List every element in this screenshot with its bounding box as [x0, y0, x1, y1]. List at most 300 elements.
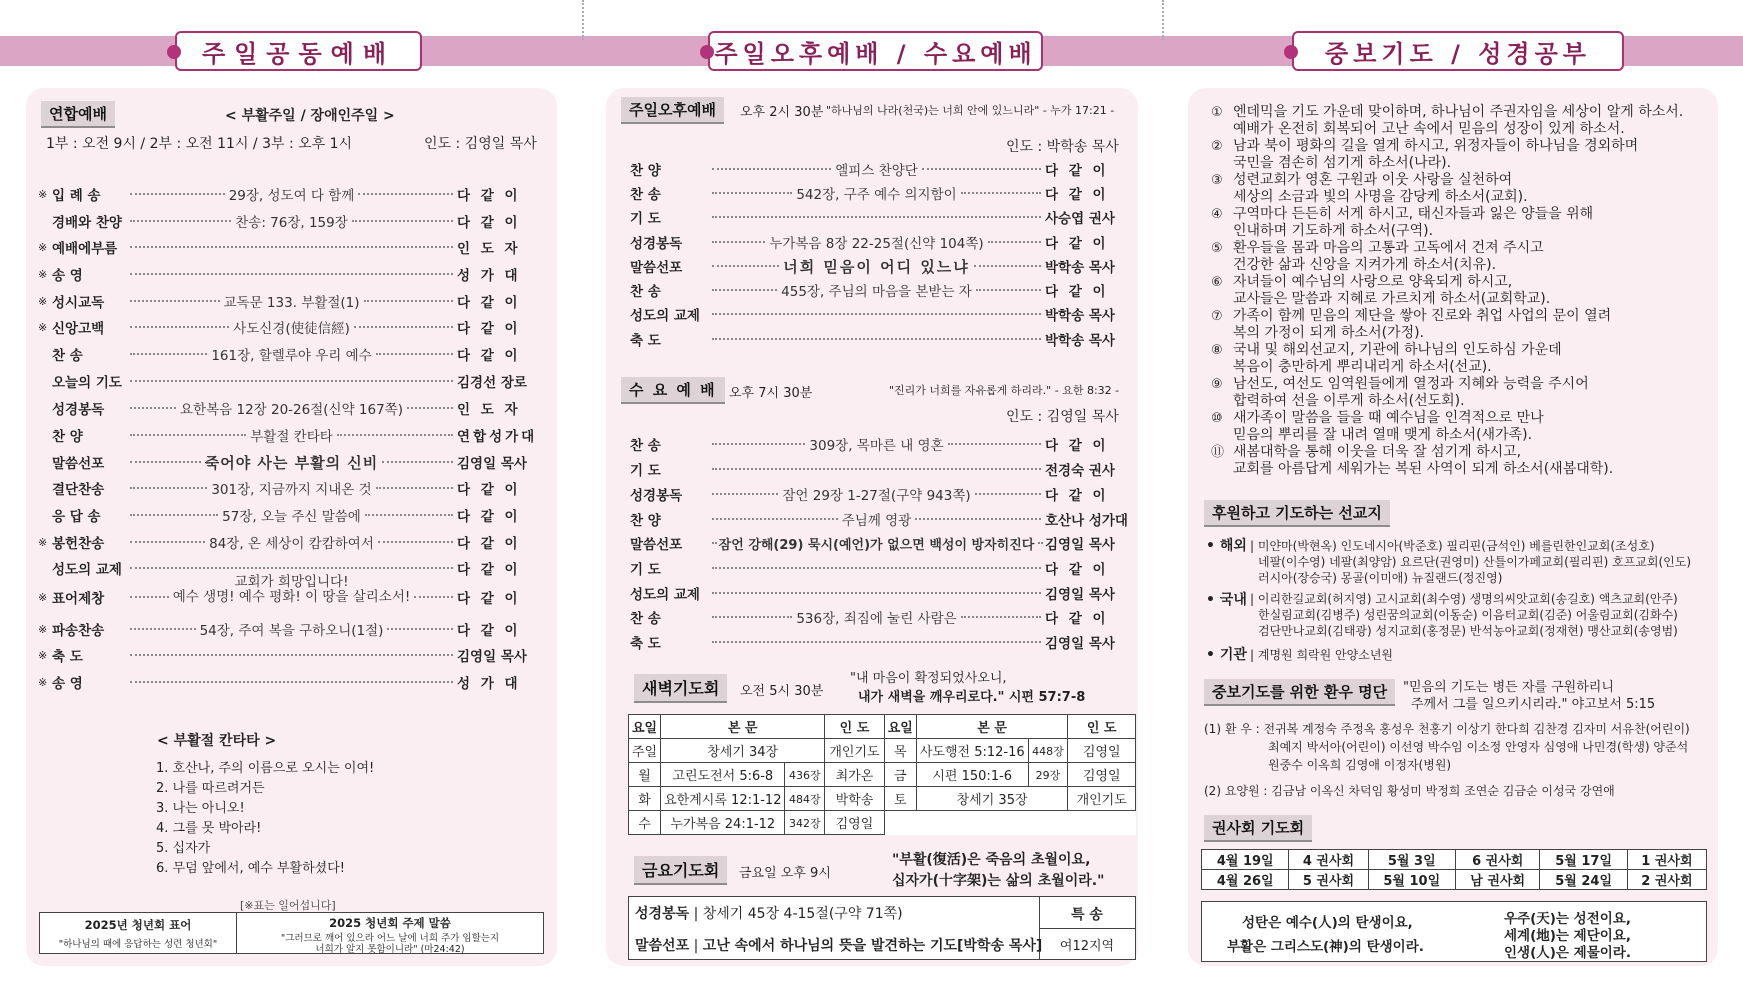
table-row: [629, 763, 1136, 787]
order-leader: 김영일 목사: [1045, 636, 1115, 652]
order-leader: 다 같 이: [1045, 611, 1109, 627]
sunday-times: 1부 : 오전 9시 / 2부 : 오전 11시 / 3부 : 오후 1시: [46, 136, 353, 152]
table-cell: 5월 3일: [1368, 850, 1455, 870]
motto-title: 2025년 청년회 표어: [84, 918, 192, 932]
leader-dots: [975, 493, 1041, 495]
prayer-item: [1211, 104, 1711, 138]
order-row: [38, 212, 543, 230]
stand-mark: ※: [38, 622, 48, 636]
prayer-item: [1211, 138, 1711, 172]
prayer-number: ⑩: [1211, 411, 1223, 426]
stand-mark: ※: [38, 267, 48, 281]
wednesday-tag: 수 요 예 배: [621, 377, 725, 404]
section-header-sunday: 주일공동예배: [175, 31, 422, 71]
order-name: 파송찬송: [52, 623, 105, 639]
order-leader: 다 같 이: [457, 509, 521, 525]
order-row: [38, 265, 543, 283]
order-name: 성경봉독: [630, 236, 683, 252]
leader-dots: [712, 518, 838, 520]
leader-dots: [922, 168, 1041, 170]
leader-dots: [382, 461, 453, 463]
leader-dots: [712, 592, 1041, 594]
prayer-line: 교사들은 말씀과 지혜로 가르치게 하소서(교회학교).: [1233, 291, 1551, 307]
order-row: [630, 485, 1133, 503]
order-row: [630, 559, 1133, 577]
overseas-label: • 해외: [1206, 538, 1247, 554]
order-leader: 다 같 이: [1045, 488, 1109, 504]
order-row: [38, 533, 543, 551]
order-row: [630, 305, 1133, 323]
order-name: 응 답 송: [52, 509, 101, 525]
table-row: [1202, 870, 1707, 890]
table-cell: 2 권사회: [1627, 870, 1706, 890]
order-row: [38, 620, 543, 638]
table-cell: 4 권사회: [1289, 850, 1368, 870]
order-name: 찬 송: [630, 284, 661, 300]
prayer-line: 복의 가정이 되게 하소서(가정).: [1233, 325, 1425, 341]
table-cell: 주일: [629, 739, 661, 763]
section-header-prayer: 중보기도 / 성경공부: [1292, 31, 1624, 71]
mission-line: 검단만나교회(김태광) 성지교회(홍정문) 반석농아교회(정재현) 맹산교회(송영범): [1258, 624, 1678, 638]
order-leader: 김영일 목사: [457, 456, 527, 472]
order-name: 오늘의 기도: [52, 375, 122, 391]
leader-dots: [130, 326, 229, 328]
prayer-number: ①: [1211, 105, 1223, 120]
order-name: 경배와 찬양: [52, 215, 122, 231]
order-content: 84장, 온 세상이 캄캄하여서: [209, 536, 374, 552]
order-content: 교독문 133. 부활절(1): [223, 295, 360, 311]
order-row: [630, 160, 1133, 178]
order-leader: 전경숙 권사: [1045, 463, 1115, 479]
order-row: [630, 281, 1133, 299]
order-leader: 성 가 대: [457, 676, 521, 692]
stand-mark: ※: [38, 590, 48, 604]
table-header: 인 도: [1068, 715, 1136, 739]
prayer-number: ③: [1211, 173, 1223, 188]
motto-text: "하나님의 때에 응답하는 성련 청년회": [58, 939, 218, 950]
order-row: [38, 673, 543, 691]
friday-row-label: 말씀선포: [635, 938, 690, 954]
order-content: 사도신경(使徒信經): [233, 321, 350, 337]
prayer-line: 새가족이 말씀을 들을 때 예수님을 인격적으로 만나: [1233, 410, 1544, 426]
closing-line: 성탄은 예수(人)의 탄생이요,: [1242, 915, 1413, 931]
order-row: [38, 506, 543, 524]
leader-dots: [712, 265, 779, 267]
order-name: 송 영: [52, 268, 83, 284]
leader-dots: [712, 468, 1041, 470]
prayer-number: ⑪: [1211, 445, 1225, 460]
order-leader: 다 같 이: [1045, 284, 1109, 300]
order-name: 찬 송: [630, 438, 661, 454]
order-leader: 김경선 장로: [457, 375, 527, 391]
mission-line: 러시아(장승국) 몽골(이미애) 뉴질랜드(정진영): [1258, 571, 1503, 585]
table-cell: 시편 150:1-6: [916, 763, 1028, 787]
prayer-item: [1211, 342, 1711, 376]
leader-dots: [976, 289, 1041, 291]
leader-dots: [712, 443, 805, 445]
leader-dots: [961, 192, 1041, 194]
leader-dots: [354, 326, 453, 328]
order-row: [38, 399, 543, 417]
order-leader: 박학송 목사: [1045, 308, 1115, 324]
leader-dots: [130, 654, 453, 656]
table-cell: 최가온: [825, 763, 884, 787]
divider: [1162, 0, 1164, 40]
order-name: 말씀선포: [52, 456, 105, 472]
table-cell: 29장: [1028, 763, 1068, 787]
order-row: [38, 426, 543, 444]
prayer-line: 성련교회가 영혼 구원과 이웃 사랑을 실천하여: [1233, 172, 1513, 188]
order-leader: 연합성가대: [457, 429, 538, 445]
prayer-number: ④: [1211, 207, 1223, 222]
order-content: 잠언 강해(29) 묵시(예언)가 없으면 백성이 방자히진다: [718, 537, 1035, 553]
order-leader: 호산나 성가대: [1045, 513, 1128, 529]
closing-line: 우주(天)는 성전이요,: [1504, 911, 1631, 927]
order-leader: 다 같 이: [1045, 236, 1109, 252]
order-row: [630, 233, 1133, 251]
leader-dots: [712, 567, 1041, 569]
order-row: [630, 208, 1133, 226]
youth-box: [39, 912, 544, 954]
order-leader: 성 가 대: [457, 268, 521, 284]
leader-dots: [974, 265, 1041, 267]
order-leader: 다 같 이: [457, 295, 521, 311]
table-cell: 4월 26일: [1202, 870, 1289, 890]
order-name: 성경봉독: [630, 488, 683, 504]
table-cell: [884, 811, 1135, 835]
prayer-item: [1211, 308, 1711, 342]
order-leader: 다 같 이: [1045, 562, 1109, 578]
leader-dots: [130, 300, 220, 302]
order-leader: 다 같 이: [457, 623, 521, 639]
order-name: 입 례 송: [52, 188, 101, 204]
bullet-dot-icon: [700, 45, 714, 59]
dawn-tag: 새벽기도회: [634, 674, 727, 703]
leader-dots: [915, 518, 1041, 520]
closing-box: [1201, 901, 1707, 962]
afternoon-verse: "하나님의 나라(천국)는 너희 안에 있느니라" - 누가 17:21 -: [826, 104, 1115, 117]
table-row: [1202, 850, 1707, 870]
prayer-line: 남선도, 여선도 임역원들에게 열정과 지혜와 능력을 주시어: [1233, 376, 1589, 392]
order-content: 엘피스 찬양단: [835, 163, 918, 179]
prayer-number: ⑤: [1211, 241, 1223, 256]
verse-text: "그러므로 깨어 있으라 어느 날에 너희 주가 임할는지: [280, 933, 500, 944]
order-name: 찬 양: [52, 429, 83, 445]
order-leader: 다 같 이: [1045, 438, 1109, 454]
friday-verse: 십자가(十字架)는 삶의 초월이라.": [892, 873, 1105, 889]
order-row: [630, 534, 1133, 552]
leader-dots: [130, 461, 201, 463]
leader-dots: [712, 313, 1041, 315]
stand-mark: ※: [38, 675, 48, 689]
table-cell: 1 권사회: [1627, 850, 1706, 870]
leader-dots: [130, 407, 176, 409]
order-name: 찬 양: [630, 513, 661, 529]
order-row: [38, 292, 543, 310]
order-row: [630, 435, 1133, 453]
leader-dots: [130, 353, 207, 355]
prayer-list: [1211, 104, 1711, 478]
divider: [582, 0, 584, 40]
table-cell: 남 권사회: [1455, 870, 1539, 890]
sick-verse: 주께서 그를 일으키시리라." 야고보서 5:15: [1411, 697, 1656, 712]
table-cell: 박학송: [825, 787, 884, 811]
divider: |: [693, 906, 703, 922]
stand-mark: ※: [38, 187, 48, 201]
order-content: 57장, 오늘 주신 말씀에: [222, 509, 361, 525]
order-name: 말씀선포: [630, 260, 683, 276]
order-name: 결단찬송: [52, 482, 105, 498]
stand-mark: ※: [38, 648, 48, 662]
sick-line: (1) 환 우 : 전귀복 계정숙 주정옥 홍성우 천홍기 이상기 한다희 김찬경 김자미 서유찬(어린이): [1204, 722, 1690, 736]
table-header: 본 문: [661, 715, 825, 739]
order-content: 309장, 목마른 내 영혼: [809, 438, 944, 454]
table-cell: 창세기 35장: [916, 787, 1068, 811]
afternoon-tag: 주일오후예배: [621, 97, 724, 124]
order-name: 성도의 교제: [630, 587, 700, 603]
leader-dots: [712, 216, 1041, 218]
order-content: 54장, 주여 복을 구하오니(1절): [199, 623, 384, 639]
prayer-line: 환우들을 몸과 마음의 고통과 고독에서 건져 주시고: [1233, 240, 1544, 256]
table-cell: 5월 24일: [1540, 870, 1627, 890]
leader-dots: [130, 541, 205, 543]
prayer-line: 구역마다 든든히 서게 하시고, 태신자들과 잃은 양들을 위해: [1233, 206, 1594, 222]
order-name: 송 영: [52, 676, 83, 692]
table-cell: 342장: [785, 811, 825, 835]
order-content: [173, 575, 411, 605]
prayer-line: 엔데믹을 기도 가운데 맞이하며, 하나님이 주권자임을 세상이 알게 하소서.: [1233, 104, 1684, 120]
order-leader: 인 도 자: [457, 241, 521, 257]
table-cell: 목: [884, 739, 916, 763]
mission-line: | 계명원 희락원 안양소년원: [1250, 648, 1393, 662]
leader-dots: [130, 628, 196, 630]
leader-dots: [365, 514, 453, 516]
closing-line: 부활은 그리스도(神)의 탄생이라.: [1227, 939, 1424, 955]
sick-line: (2) 요양원 : 김금남 이옥신 차덕임 황성미 박정희 조연순 김금순 이성국 강연애: [1204, 784, 1615, 798]
bullet-dot-icon: [1284, 45, 1298, 59]
table-row: [629, 739, 1136, 763]
prayer-line: 교회를 아름답게 세워가는 복된 사역이 되게 하소서(새봄대학).: [1233, 461, 1614, 477]
prayer-line: 가족이 함께 믿음의 제단을 쌓아 진로와 취업 사업의 문이 열려: [1233, 308, 1612, 324]
prayer-line: 믿음의 뿌리를 잘 내려 열매 맺게 하소서(새가족).: [1233, 427, 1533, 443]
wednesday-time: 오후 7시 30분: [729, 386, 813, 401]
order-name: 성도의 교제: [52, 562, 122, 578]
leader-dots: [961, 616, 1041, 618]
order-content: 주님께 영광: [841, 513, 912, 529]
verse-text: 너희가 알지 못함이니라" (마24:42): [315, 944, 465, 955]
leader-dots: [130, 567, 453, 569]
closing-line: 세계(地)는 제단이요,: [1504, 928, 1631, 944]
table-cell: 금: [884, 763, 916, 787]
cantata-item: 5. 십자가: [156, 841, 211, 856]
table-header: 요일: [884, 715, 916, 739]
order-row: [38, 318, 543, 336]
deaconess-tag: 권사회 기도회: [1204, 815, 1312, 842]
order-leader: 김영일 목사: [457, 649, 527, 665]
dawn-verse: 내가 새벽을 깨우리로다." 시편 57:7-8: [858, 690, 1086, 705]
leader-dots: [376, 353, 453, 355]
order-leader: 다 같 이: [457, 321, 521, 337]
mission-line: 네팔(이수영) 네팔(최양암) 요르단(권영미) 산틀이가페교회(필리핀) 호프교회(인도): [1258, 555, 1692, 569]
table-cell: 사도행전 5:12-16: [916, 739, 1028, 763]
table-cell: 화: [629, 787, 661, 811]
order-leader: 다 같 이: [1045, 187, 1109, 203]
prayer-line: 새봄대학을 통해 이웃을 더욱 잘 섬기게 하시고,: [1233, 444, 1522, 460]
leader-dots: [712, 192, 792, 194]
table-cell: 누가복음 24:1-12: [661, 811, 785, 835]
leader-dots: [712, 542, 715, 544]
table-cell: 5 권사회: [1289, 870, 1368, 890]
order-row: [38, 574, 543, 607]
mission-line: | 미얀마(박현옥) 인도네시아(박준호) 필리핀(금석인) 베를린한인교회(조성호): [1250, 539, 1655, 553]
stand-mark: ※: [38, 294, 48, 308]
friday-box: [628, 896, 1136, 960]
table-cell: 김영일: [1068, 739, 1136, 763]
order-name: 기 도: [630, 562, 661, 578]
table-cell: 고린도전서 5:6-8: [661, 763, 785, 787]
order-name: 표어제창: [52, 591, 105, 607]
order-name: 축 도: [630, 636, 661, 652]
prayer-line: 세상의 소금과 빛의 사명을 감당케 하소서(교회).: [1233, 189, 1528, 205]
prayer-item: [1211, 274, 1711, 308]
leader-dots: [712, 168, 831, 170]
order-row: [38, 479, 543, 497]
table-header: 요일: [629, 715, 661, 739]
table-cell: 토: [884, 787, 916, 811]
order-content: 예수 생명! 예수 평화! 이 땅을 살리소서!: [172, 589, 411, 605]
order-leader: 박학송 목사: [1045, 333, 1115, 349]
order-row: [38, 238, 543, 256]
prayer-number: ⑥: [1211, 275, 1223, 290]
prayer-line: 예배가 온전히 회복되어 고난 속에서 믿음의 성장이 있게 하소서.: [1233, 121, 1625, 137]
domestic-label: • 국내: [1206, 592, 1247, 608]
divider: |: [693, 938, 703, 954]
leader-dots: [712, 493, 778, 495]
prayer-line: 합력하여 선을 이루게 하소서(선도회).: [1233, 393, 1465, 409]
leader-dots: [358, 193, 453, 195]
stand-mark: ※: [38, 535, 48, 549]
prayer-line: 국내 및 해외선교지, 기관에 하나님의 인도하심 가운데: [1233, 342, 1562, 358]
prayer-item: [1211, 206, 1711, 240]
table-cell: 개인기도: [825, 739, 884, 763]
sick-verse: "믿음의 기도는 병든 자를 구원하리니: [1403, 680, 1614, 695]
order-content: 잠언 29장 1-27절(구약 943쪽): [782, 488, 971, 504]
table-cell: 요한계시록 12:1-12: [661, 787, 785, 811]
prayer-number: ⑧: [1211, 343, 1223, 358]
order-leader: 다 같 이: [457, 482, 521, 498]
table-cell: 창세기 34장: [661, 739, 825, 763]
order-leader: 다 같 이: [457, 562, 521, 578]
leader-dots: [337, 434, 453, 436]
afternoon-leader: 인도 : 박학송 목사: [1006, 139, 1119, 155]
sunday-leader: 인도 : 김영일 목사: [424, 136, 537, 152]
order-name: 찬 양: [630, 163, 661, 179]
order-content: 455장, 주님의 마음을 본받는 자: [781, 284, 972, 300]
stand-mark: ※: [38, 320, 48, 334]
prayer-item: [1211, 410, 1711, 444]
leader-dots: [130, 514, 218, 516]
order-row: [630, 460, 1133, 478]
order-leader: 사승엽 권사: [1045, 211, 1115, 227]
order-name: 기 도: [630, 211, 661, 227]
friday-special-value: 여12지역: [1059, 939, 1115, 954]
table-cell: 6 권사회: [1455, 850, 1539, 870]
leader-dots: [130, 220, 231, 222]
order-leader: 다 같 이: [457, 188, 521, 204]
order-content: 너희 믿음이 어디 있느냐: [783, 257, 970, 276]
afternoon-time: 오후 2시 30분: [740, 105, 824, 120]
order-content: 교회가 희망입니다!: [234, 574, 349, 590]
prayer-line: 국민을 겸손히 섬기게 하소서(나라).: [1233, 155, 1452, 171]
prayer-item: [1211, 376, 1711, 410]
order-content: 찬송: 76장, 159장: [235, 215, 348, 231]
table-cell: 436장: [785, 763, 825, 787]
stand-note: [※표는 일어섭니다]: [240, 899, 336, 912]
section-header-afternoon: 주일오후예배 / 수요예배: [708, 31, 1043, 71]
prayer-line: 건강한 삶과 신앙을 지켜가게 하소서(치유).: [1233, 257, 1497, 273]
prayer-line: 인내하며 기도하게 하소서(구역).: [1233, 223, 1434, 239]
verse-title: 2025 청년회 주제 말씀: [329, 916, 451, 930]
leader-dots: [712, 338, 1041, 340]
order-leader: 박학송 목사: [1045, 260, 1115, 276]
prayer-number: ⑦: [1211, 309, 1223, 324]
leader-dots: [414, 596, 453, 598]
table-header: 본 문: [916, 715, 1068, 739]
cantata-item: 6. 무덤 앞에서, 예수 부활하셨다!: [156, 861, 345, 876]
order-leader: 다 같 이: [457, 215, 521, 231]
order-row: [630, 184, 1133, 202]
order-row: [38, 453, 543, 471]
leader-dots: [712, 641, 1041, 643]
prayer-number: ②: [1211, 139, 1223, 154]
wednesday-verse: "진리가 너희를 자유롭게 하리라." - 요한 8:32 -: [889, 384, 1120, 397]
order-content: 29장, 성도여 다 함께: [228, 188, 355, 204]
order-content: 요한복음 12장 20-26절(신약 167쪽): [180, 402, 403, 418]
order-leader: 인 도 자: [457, 402, 521, 418]
leader-dots: [378, 541, 453, 543]
leader-dots: [130, 273, 453, 275]
table-cell: 개인기도: [1068, 787, 1136, 811]
mission-line: 한실림교회(김병주) 성린꿈의교회(이동순) 이음터교회(김준) 어울림교회(김화수): [1258, 608, 1678, 622]
order-name: 찬 송: [630, 611, 661, 627]
order-name: 성경봉독: [52, 402, 105, 418]
friday-verse: "부활(復活)은 죽음의 초월이요,: [892, 852, 1091, 868]
table-cell: 5월 10일: [1368, 870, 1455, 890]
order-content: 542장, 구주 예수 의지함이: [796, 187, 957, 203]
closing-line: 인생(人)은 제물이라.: [1504, 945, 1631, 961]
order-row: [630, 257, 1133, 275]
order-name: 봉헌찬송: [52, 536, 105, 552]
leader-dots: [130, 434, 246, 436]
cantata-item: 1. 호산나, 주의 이름으로 오시는 이여!: [156, 761, 375, 776]
table-cell: 484장: [785, 787, 825, 811]
prayer-item: [1211, 172, 1711, 206]
table-cell: 월: [629, 763, 661, 787]
prayer-item: [1211, 240, 1711, 274]
leader-dots: [130, 380, 453, 382]
order-name: 찬 송: [52, 348, 83, 364]
order-content: 161장, 할렐루야 우리 예수: [211, 348, 372, 364]
order-content: 부활절 칸타타: [250, 429, 333, 445]
dawn-time: 오전 5시 30분: [740, 684, 824, 699]
order-row: [38, 372, 543, 390]
order-row: [630, 608, 1133, 626]
order-row: [630, 584, 1133, 602]
order-name: 예배에부름: [52, 241, 118, 257]
leader-dots: [1038, 542, 1041, 544]
order-content: 누가복음 8장 22-25절(신약 104쪽): [769, 236, 984, 252]
table-cell: 김영일: [825, 811, 884, 835]
